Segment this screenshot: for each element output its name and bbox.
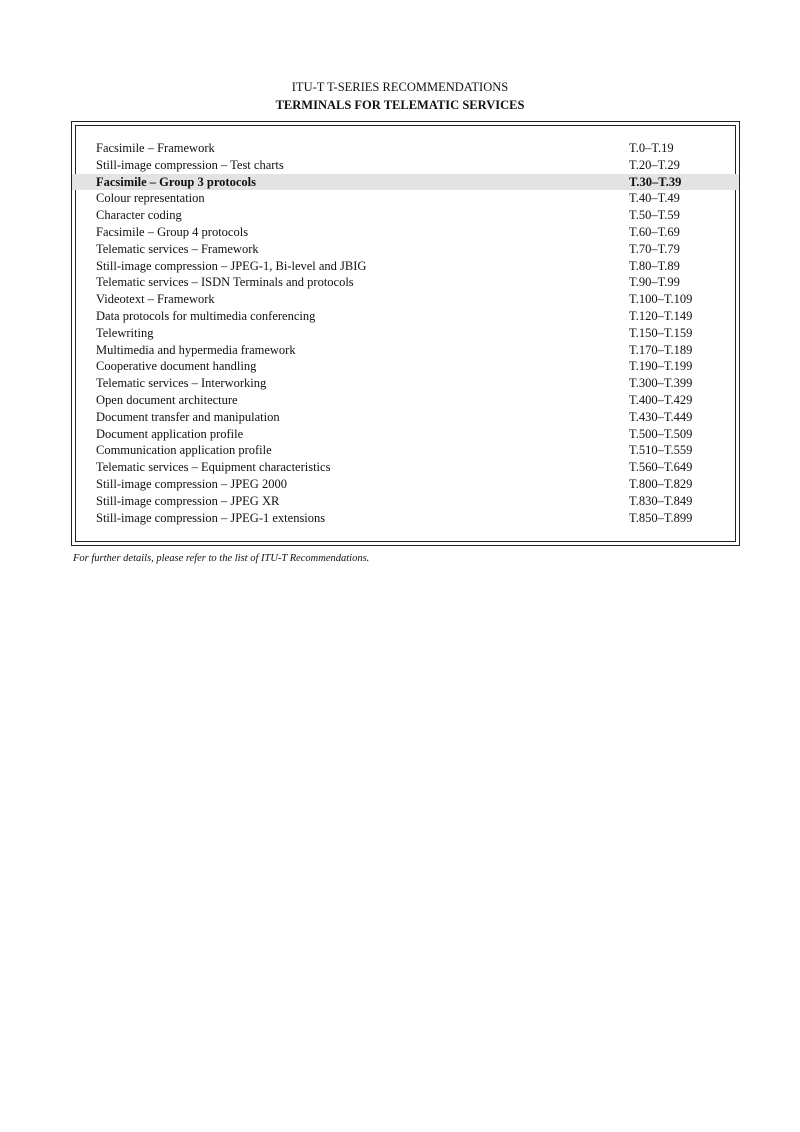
table-row [72,510,739,527]
table-row [72,426,739,443]
row-range: T.850–T.899 [629,510,693,525]
row-range: T.150–T.159 [629,325,693,340]
row-range: T.0–T.19 [629,141,674,155]
row-range: T.300–T.399 [629,376,693,391]
row-subject: Still-image compression – JPEG 2000 [96,476,287,491]
row-range: T.500–T.509 [629,426,693,441]
table-row [72,392,739,409]
table-row [72,258,739,275]
row-range: T.80–T.89 [629,258,680,273]
recommendations-table [72,140,739,526]
table-row [72,375,739,392]
row-range: T.120–T.149 [629,308,693,323]
table-row [72,358,739,375]
row-subject: Telematic services – Framework [96,241,259,256]
table-row [72,476,739,493]
row-range: T.30–T.39 [629,174,682,189]
row-range: T.20–T.29 [629,157,680,172]
row-subject: Communication application profile [96,443,272,458]
row-range: T.430–T.449 [629,409,693,424]
table-row [72,442,739,459]
footnote: For further details, please refer to the list of ITU-T Recommendations. [73,553,370,564]
table-row [72,140,739,157]
row-range: T.400–T.429 [629,392,693,407]
row-subject: Cooperative document handling [96,359,257,374]
row-subject: Still-image compression – Test charts [96,157,284,172]
row-range: T.510–T.559 [629,443,693,458]
recommendations-table-frame [71,121,740,546]
row-subject: Still-image compression – JPEG-1, Bi-level and JBIG [96,258,367,273]
row-subject: Document transfer and manipulation [96,409,280,424]
table-row [72,291,739,308]
table-row [72,190,739,207]
row-subject: Facsimile – Framework [96,141,215,155]
series-title: ITU-T T-SERIES RECOMMENDATIONS [291,80,509,94]
table-row [72,493,739,510]
row-subject: Still-image compression – JPEG XR [96,493,280,508]
row-subject: Still-image compression – JPEG-1 extensions [96,510,326,525]
row-subject: Document application profile [96,426,244,441]
row-range: T.70–T.79 [629,241,680,256]
table-row [72,174,739,191]
row-subject: Telematic services – Equipment characteristics [96,460,331,475]
table-row [72,325,739,342]
table-row [72,274,739,291]
table-row [72,409,739,426]
row-subject: Facsimile – Group 3 protocols [96,174,256,189]
table-row [72,241,739,258]
row-subject: Telewriting [96,325,154,340]
row-subject: Colour representation [96,191,205,206]
table-row [72,207,739,224]
row-range: T.190–T.199 [629,359,693,374]
row-subject: Telematic services – Interworking [96,376,267,391]
row-subject: Open document architecture [96,392,238,407]
row-subject: Videotext – Framework [96,292,215,307]
table-row [72,342,739,359]
row-range: T.800–T.829 [629,476,693,491]
row-subject: Telematic services – ISDN Terminals and protocols [96,275,354,290]
row-range: T.90–T.99 [629,275,680,290]
row-range: T.170–T.189 [629,342,693,357]
series-subtitle: TERMINALS FOR TELEMATIC SERVICES [275,98,525,112]
row-subject: Multimedia and hypermedia framework [96,342,296,357]
table-row [72,459,739,476]
row-subject: Data protocols for multimedia conferencing [96,308,316,323]
row-range: T.50–T.59 [629,208,680,223]
row-range: T.830–T.849 [629,493,693,508]
row-range: T.40–T.49 [629,191,680,206]
row-range: T.60–T.69 [629,224,680,239]
row-subject: Character coding [96,208,182,223]
table-row [72,157,739,174]
row-range: T.560–T.649 [629,460,693,475]
row-range: T.100–T.109 [629,292,693,307]
table-row [72,224,739,241]
row-subject: Facsimile – Group 4 protocols [96,224,249,239]
table-row [72,308,739,325]
